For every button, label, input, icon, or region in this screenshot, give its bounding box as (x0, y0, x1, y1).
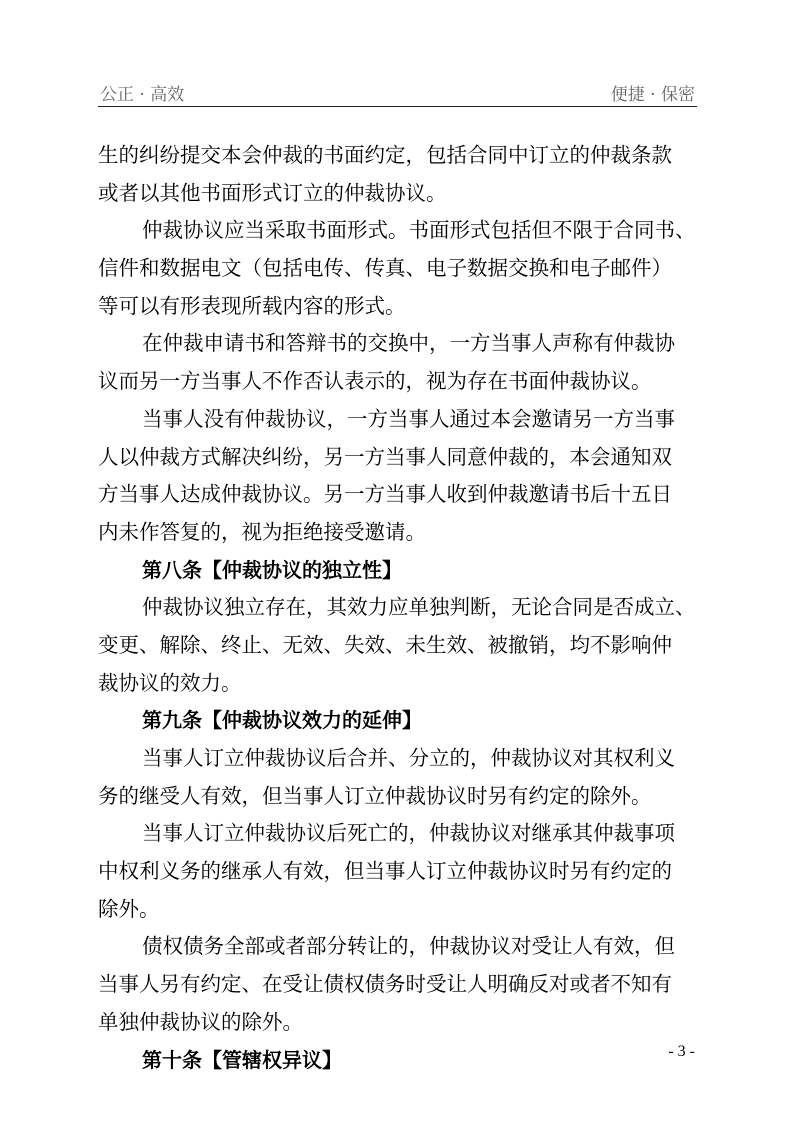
text-line: 务的继受人有效，但当事人订立仲裁协议时另有约定的除外。 (98, 783, 652, 808)
text-line: 当事人另有约定、在受让债权债务时受让人明确反对或者不知有 (98, 972, 672, 997)
text-line: 等可以有形表现所载内容的形式。 (98, 293, 406, 318)
page-number: - 3 - (668, 1043, 695, 1060)
text-line: 中权利义务的继承人有效，但当事人订立仲裁协议时另有约定的 (98, 859, 672, 884)
page-header (98, 78, 697, 107)
article-heading: 第八条【仲裁协议的独立性】 (142, 557, 402, 582)
text-line: 信件和数据电文（包括电传、传真、电子数据交换和电子邮件） (98, 256, 672, 281)
text-line: 或者以其他书面形式订立的仲裁协议。 (98, 180, 447, 205)
text-line: 方当事人达成仲裁协议。另一方当事人收到仲裁邀请书后十五日 (98, 482, 672, 507)
text-line: 当事人订立仲裁协议后合并、分立的，仲裁协议对其权利义 (142, 746, 675, 770)
text-line: 债权债务全部或者部分转让的，仲裁协议对受让人有效，但 (142, 934, 675, 959)
text-line: 当事人没有仲裁协议，一方当事人通过本会邀请另一方当事 (142, 406, 675, 431)
text-line: 在仲裁申请书和答辩书的交换中，一方当事人声称有仲裁协 (142, 331, 675, 356)
header-right-motto: 便捷 · 保密 (610, 85, 695, 105)
text-line: 内未作答复的，视为拒绝接受邀请。 (98, 519, 426, 544)
text-line: 议而另一方当事人不作否认表示的，视为存在书面仲裁协议。 (98, 369, 652, 394)
text-line: 变更、解除、终止、无效、失效、未生效、被撤销，均不影响仲 (98, 632, 672, 657)
article-heading: 第九条【仲裁协议效力的延伸】 (142, 708, 422, 733)
text-line: 生的纠纷提交本会仲裁的书面约定，包括合同中订立的仲裁条款 (98, 143, 672, 167)
text-line: 裁协议的效力。 (98, 670, 242, 695)
text-line: 仲裁协议应当采取书面形式。书面形式包括但不限于合同书、 (142, 218, 696, 243)
body-text (98, 137, 698, 1079)
header-left-motto: 公正 · 高效 (100, 85, 185, 105)
text-line: 仲裁协议独立存在，其效力应单独判断，无论合同是否成立、 (142, 595, 696, 620)
article-heading: 第十条【管辖权异议】 (142, 1047, 342, 1072)
text-line: 除外。 (98, 896, 160, 921)
text-line: 人以仲裁方式解决纠纷，另一方当事人同意仲裁的，本会通知双 (98, 444, 672, 469)
text-line: 当事人订立仲裁协议后死亡的，仲裁协议对继承其仲裁事项 (142, 821, 675, 846)
text-line: 单独仲裁协议的除外。 (98, 1009, 303, 1034)
